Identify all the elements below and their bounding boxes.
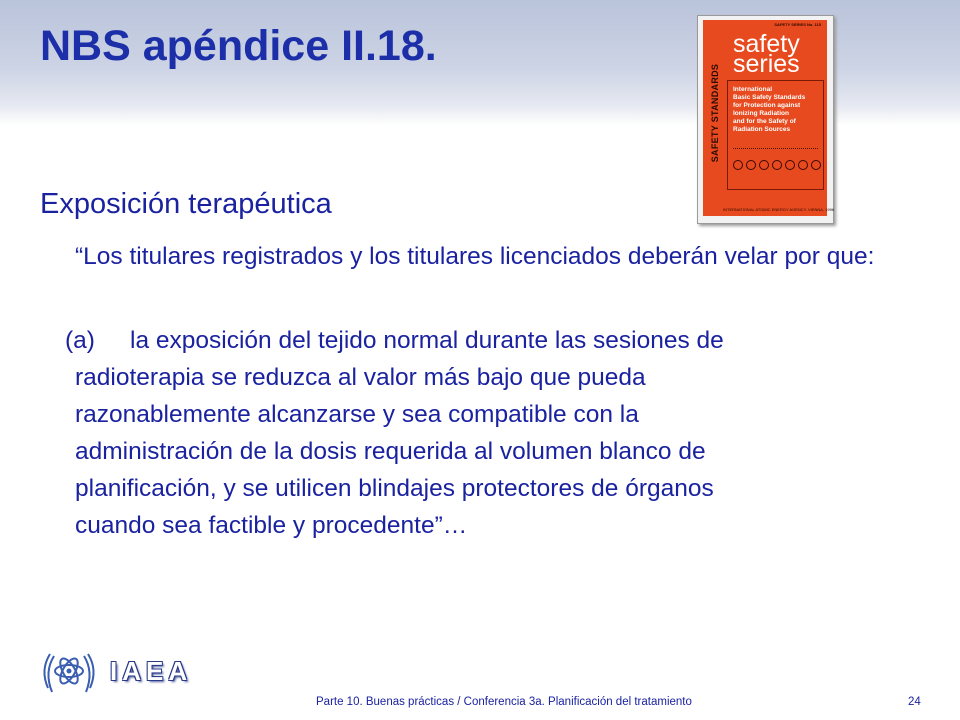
emblem-icon [733,160,743,170]
footer-text: Parte 10. Buenas prácticas / Conferencia 3a. Planificación del tratamiento [316,696,692,708]
emblem-icon [746,160,756,170]
cover-series-line2: series [733,50,800,78]
cover-body-line: Ionizing Radiation [733,110,789,117]
emblem-icon [785,160,795,170]
cover-fine-print [733,148,818,150]
cover-series-line1: safety [733,30,800,58]
book-cover [703,20,835,216]
book-cover-image [697,15,834,224]
emblem-icon [772,160,782,170]
cover-footer: INTERNATIONAL ATOMIC ENERGY AGENCY, VIENNA, 1996 [723,207,835,212]
emblem-icon [798,160,808,170]
item-line: la exposición del tejido normal durante las sesiones de [130,327,724,354]
cover-body-line: for Protection against [733,102,801,109]
cover-body-text [733,86,805,134]
iaea-emblem-icon [38,640,100,702]
emblem-icon [759,160,769,170]
item-line: radioterapia se reduzca al valor más bajo que pueda [75,364,646,391]
cover-spine-label: SAFETY STANDARDS [710,63,720,162]
item-line: planificación, y se utilicen blindajes protectores de órganos [75,475,714,502]
cover-series-number: SAFETY SERIES No. 115 [774,22,821,27]
item-line: administración de la dosis requerida al volumen blanco de [75,438,706,465]
section-heading: Exposición terapéutica [40,188,332,220]
page-number: 24 [908,696,921,708]
item-text [75,322,915,544]
cover-series-title [733,30,800,78]
list-item-a [65,322,915,544]
item-line: razonablemente alcanzarse y sea compatible con la [75,401,639,428]
cover-body-line: Basic Safety Standards [733,94,806,101]
slide-title: NBS apéndice II.18. [40,22,437,70]
cover-spine [709,40,721,185]
emblem-icon [811,160,821,170]
item-marker: (a) [65,327,95,354]
cover-body-line: and for the Safety of [733,118,796,125]
cover-body-line: Radiation Sources [733,126,791,133]
cover-body-line: International [733,86,773,93]
iaea-logo-text: IAEA [110,656,193,686]
item-line: cuando sea factible y procedente”… [75,512,468,539]
quote-intro: “Los titulares registrados y los titulares licenciados deberán velar por que: [75,243,875,270]
cover-emblems [733,160,821,170]
